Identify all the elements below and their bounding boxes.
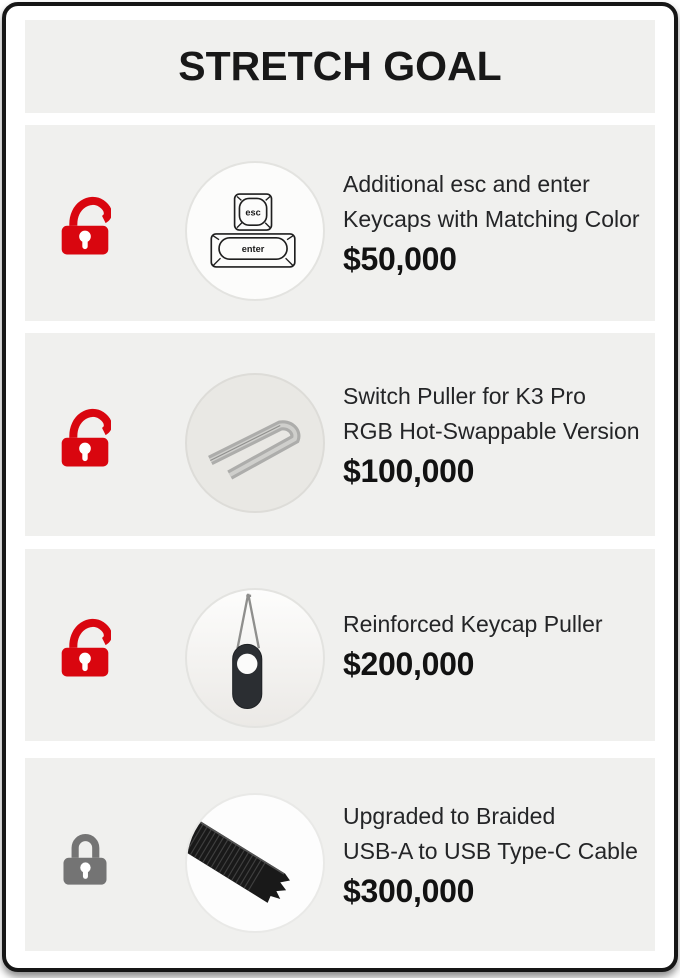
goal-line: USB-A to USB Type-C Cable xyxy=(343,837,638,864)
open-padlock-icon xyxy=(59,401,111,468)
goal-line: Reinforced Keycap Puller xyxy=(343,610,603,637)
goal-image-circle xyxy=(185,793,325,933)
goal-row-switch-puller xyxy=(25,333,655,536)
locked-lock-icon xyxy=(59,821,111,888)
goal-amount: $100,000 xyxy=(343,452,475,489)
stretch-goal-card xyxy=(2,2,678,972)
esc-key-label: esc xyxy=(245,207,261,218)
open-padlock-icon xyxy=(59,189,111,256)
enter-key-label: enter xyxy=(241,243,265,254)
goal-image-circle xyxy=(185,588,325,728)
unlocked-lock-icon xyxy=(59,611,111,678)
goal-text-block xyxy=(343,379,640,491)
goal-line: Keycaps with Matching Color xyxy=(343,206,640,232)
goal-line: Switch Puller for K3 Pro xyxy=(343,382,586,409)
open-padlock-icon xyxy=(59,611,111,678)
goal-amount: $50,000 xyxy=(343,241,457,277)
unlocked-lock-icon xyxy=(59,189,111,256)
keycap-puller-image xyxy=(187,590,323,726)
page-title: STRETCH GOAL xyxy=(178,43,502,89)
goal-amount: $300,000 xyxy=(343,872,475,909)
switch-puller-image xyxy=(187,375,323,511)
unlocked-lock-icon xyxy=(59,401,111,468)
goal-image-circle xyxy=(185,373,325,513)
goal-line: RGB Hot-Swappable Version xyxy=(343,417,640,444)
goal-row-keycaps xyxy=(25,125,655,321)
goal-line: Upgraded to Braided xyxy=(343,802,556,829)
header xyxy=(25,20,655,113)
goal-text-block xyxy=(343,167,640,279)
esc-enter-keycaps-image xyxy=(187,163,323,299)
goal-row-braided-cable xyxy=(25,758,655,951)
closed-padlock-icon xyxy=(59,821,111,888)
goal-image-circle xyxy=(185,161,325,301)
braided-cable-image xyxy=(187,795,323,931)
goal-row-keycap-puller xyxy=(25,549,655,741)
goal-text-block xyxy=(343,607,603,684)
goal-line: Additional esc and enter xyxy=(343,171,590,197)
goal-amount: $200,000 xyxy=(343,645,475,682)
goal-text-block xyxy=(343,799,638,911)
